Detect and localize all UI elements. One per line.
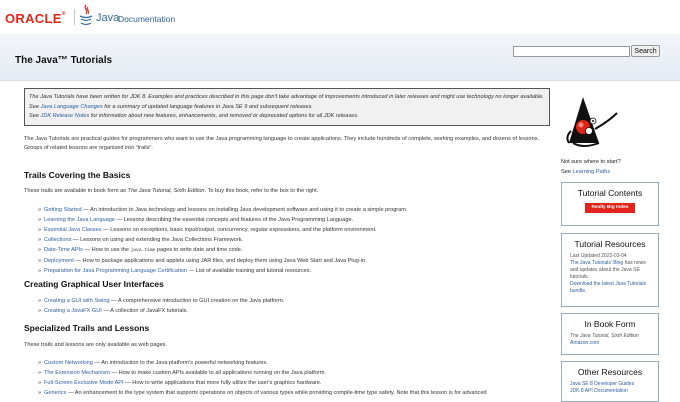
learning-paths-link[interactable]: Learning Paths: [572, 168, 611, 175]
list-item: » Deployment — How to package applications and applets using JAR files, and deploy them using Java Web Start and Java Plug-in.: [38, 256, 558, 266]
documentation-link[interactable]: Documentation: [118, 14, 176, 24]
tutorial-resources-box: [561, 233, 659, 307]
download-bundle-link[interactable]: Download the latest Java Tutorials bundle.: [570, 281, 647, 294]
trail-link-deployment[interactable]: Deployment: [44, 258, 74, 264]
page-title: The Java™ Tutorials: [15, 55, 113, 66]
other-resource-link[interactable]: JDK 8 API Documentation: [570, 388, 628, 394]
trail-link-collections[interactable]: Collections: [44, 237, 72, 243]
list-item: » Getting Started — An introduction to Java technology and lessons on installing Java development software and using it to create a simple program.: [38, 205, 558, 215]
other-resource-link[interactable]: Java SE 8 Developer Guides: [570, 381, 635, 387]
list-item: » Collections — Lessons on using and extending the Java Collections Framework.: [38, 235, 558, 245]
list-item: » Full-Screen Exclusive Mode API — How to write applications that more fully utilize the user's graphics hardware.: [38, 378, 558, 388]
notice-line-2: See Java Language Changes for a summary of updated language features in Java SE 9 and subsequent releases.: [29, 103, 313, 110]
jdk-release-notes-link[interactable]: JDK Release Notes: [40, 113, 90, 119]
java-logo-text: Java: [96, 12, 120, 24]
trail-link-javafx[interactable]: Creating a JavaFX GUI: [44, 308, 102, 314]
list-item: » Learning the Java Language — Lessons describing the essential concepts and features of the Java Programming Language.: [38, 215, 558, 225]
gui-heading: Creating Graphical User Interfaces: [24, 279, 164, 289]
java-language-changes-link[interactable]: Java Language Changes: [40, 103, 103, 110]
trail-link-certification[interactable]: Preparation for Java Programming Language Certification: [44, 268, 188, 274]
search-button[interactable]: Search: [631, 45, 660, 57]
trail-link-extension[interactable]: The Extension Mechanism: [44, 370, 110, 376]
trail-link-generics[interactable]: Generics: [44, 390, 67, 396]
last-updated: Last Updated 2022-03-04: [570, 253, 627, 259]
list-item: » Essential Java Classes — Lessons on exceptions, basic input/output, concurrency, regular expressions, and the platform environment.: [38, 225, 558, 235]
list-item: » Generics — An enhancement to the type system that supports operations on objects of various types while providing compile-time type safety. Note that this lesson is for advanced: [38, 388, 558, 398]
trail-link-swing[interactable]: Creating a GUI with Swing: [44, 298, 110, 304]
logo-divider: [74, 9, 75, 25]
trail-link-learning-java-language[interactable]: Learning the Java Language: [44, 217, 115, 223]
amazon-link[interactable]: Amazon.com: [570, 340, 600, 346]
other-resources-title: Other Resources: [577, 367, 643, 377]
trails-basics-heading: Trails Covering the Basics: [24, 170, 131, 180]
trail-link-networking[interactable]: Custom Networking: [44, 360, 93, 366]
search-input[interactable]: [513, 46, 630, 57]
tutorial-resources-title: Tutorial Resources: [574, 239, 646, 249]
java-cup-icon[interactable]: [78, 3, 94, 29]
specialized-heading: Specialized Trails and Lessons: [24, 323, 150, 333]
list-item: » The Extension Mechanism — How to make custom APIs available to all applications running on the Java platform.: [38, 368, 558, 378]
really-big-index-button[interactable]: Really Big Index: [585, 203, 635, 213]
intro-paragraph: The Java Tutorials are practical guides for programmers who want to use the Java programming language to create applications. They include hundreds of complete, working examples, and dozens of lessons. Groups of related lessons are organized into "trails".: [24, 135, 540, 151]
gui-list: [38, 296, 558, 316]
book-form-box: [561, 313, 659, 355]
trail-link-essential-classes[interactable]: Essential Java Classes: [44, 227, 102, 233]
trail-link-date-time[interactable]: Date-Time APIs: [44, 247, 83, 253]
tutorial-contents-title: Tutorial Contents: [577, 188, 643, 198]
trails-basics-desc: These trails are available in book form as The Java Tutorial, Sixth Edition. To buy this book, refer to the box to the right.: [24, 188, 319, 194]
trail-link-fullscreen[interactable]: Full-Screen Exclusive Mode API: [44, 380, 124, 386]
tutorial-contents-box: [561, 182, 659, 226]
list-item: » Preparation for Java Programming Language Certification — List of available training and tutorial resources.: [38, 266, 558, 276]
other-resources-box: [561, 361, 659, 402]
version-notice: [24, 88, 550, 126]
inline-code: java.time: [130, 248, 156, 253]
book-name: The Java Tutorial, Sixth Edition: [570, 333, 639, 339]
trails-basics-list: [38, 205, 558, 276]
specialized-list: [38, 358, 558, 398]
oracle-logo[interactable]: ORACLE®: [5, 11, 66, 26]
tutorials-blog-link[interactable]: The Java Tutorials' Blog: [570, 260, 624, 266]
learning-paths-line: See Learning Paths: [561, 168, 611, 175]
top-header: [0, 0, 680, 34]
blog-text: The Java Tutorials' Blog has news and updates about the Java SE tutorials.: [570, 260, 646, 280]
list-item: » Creating a GUI with Swing — A comprehensive introduction to GUI creation on the Java platform.: [38, 296, 558, 306]
list-item: » Creating a JavaFX GUI — A collection of JavaFX tutorials.: [38, 306, 558, 316]
notice-line-1: The Java Tutorials have been written for JDK 8. Examples and practices described in this page don't take advantage of improvements introduced in later releases and might use technology no longer available.: [29, 94, 544, 100]
specialized-desc: These trails and lessons are only available as web pages.: [24, 342, 168, 348]
duke-mascot-icon: [563, 91, 621, 155]
side-note: [561, 158, 621, 177]
book-form-title: In Book Form: [584, 319, 636, 329]
list-item: » Custom Networking — An introduction to the Java platform's powerful networking features.: [38, 358, 558, 368]
main-content: [24, 88, 554, 153]
not-sure-text: Not sure where to start?: [561, 159, 621, 165]
notice-line-3: See JDK Release Notes for information about new features, enhancements, and removed or deprecated options for all JDK releases.: [29, 113, 359, 119]
trail-link-getting-started[interactable]: Getting Started: [44, 207, 82, 213]
list-item: » Date-Time APIs — How to use the java.time pages to write date and time code.: [38, 245, 558, 256]
